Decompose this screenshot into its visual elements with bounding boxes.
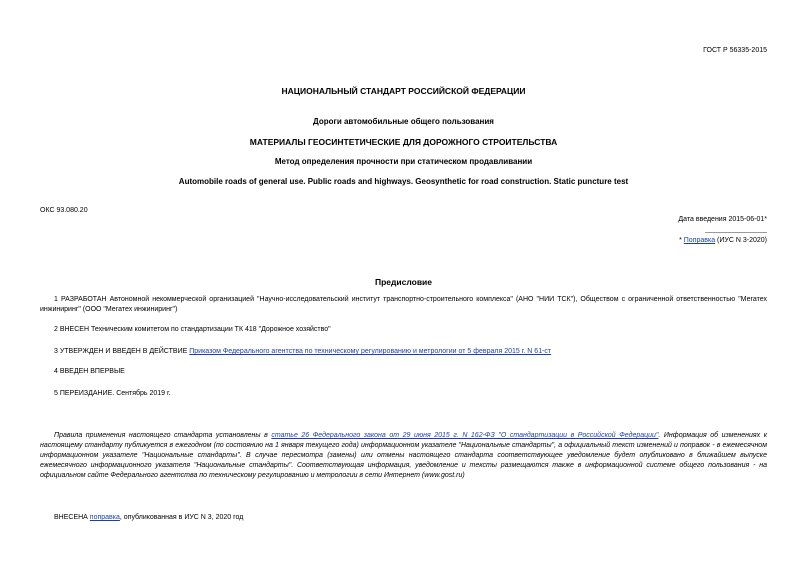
- effective-date: Дата введения 2015-06-01*: [678, 216, 767, 223]
- foreword-heading: Предисловие: [374, 277, 433, 287]
- foreword-item-reissue: 5 ПЕРЕИЗДАНИЕ. Сентябрь 2019 г.: [54, 390, 171, 397]
- english-title: Automobile roads of general use. Public roads and highways. Geosynthetic for road construction. Static puncture test: [178, 177, 629, 186]
- foreword-item-first-time: 4 ВВЕДЕН ВПЕРВЫЕ: [54, 368, 125, 375]
- rules-text-start: Правила применения настоящего стандарта установлены в: [54, 432, 272, 439]
- rules-text-rest: . Информация об изменениях к настоящему стандарту публикуется в ежегодном (по состоянию на 1 января текущего года) информационном указателе "Национальные стандарты", а официальный текст изменений и поправок - в ежемесячном информационном указателе "Национальные стандарты". В случае пересмотра (замены) или отмены настоящего стандарта соответствующее уведомление будет опубликовано в ближайшем выпуске ежемесячного информационного указателя "Национальные стандарты". Соответствующая информация, уведомление и тексты размещаются также в информационной системе общего пользования - на официальном сайте Федерального агентства по техническому регулированию и метрологии в сети Интернет (www.gost.ru): [40, 432, 768, 479]
- footer-suffix: , опубликованная в ИУС N 3, 2020 год: [119, 514, 244, 521]
- amendment-source: (ИУС N 3-2020): [715, 237, 767, 244]
- document-title: МАТЕРИАЛЫ ГЕОСИНТЕТИЧЕСКИЕ ДЛЯ ДОРОЖНОГО СТРОИТЕЛЬСТВА: [249, 137, 558, 147]
- document-code: ГОСТ Р 56335-2015: [703, 47, 767, 54]
- subject-heading: Дороги автомобильные общего пользования: [313, 117, 494, 126]
- amendment-footer: [40, 513, 767, 523]
- approved-text: 3 УТВЕРЖДЕН И ВВЕДЕН В ДЕЙСТВИЕ: [54, 348, 190, 355]
- standard-type-heading: НАЦИОНАЛЬНЫЙ СТАНДАРТ РОССИЙСКОЙ ФЕДЕРАЦИИ: [281, 86, 526, 96]
- foreword-item-introduced: 2 ВНЕСЕН Техническим комитетом по стандартизации ТК 418 "Дорожное хозяйство": [54, 326, 331, 333]
- amendment-link[interactable]: Поправка: [683, 237, 716, 244]
- oks-code: ОКС 93.080.20: [40, 207, 88, 214]
- amendment-note: [679, 237, 767, 244]
- federal-law-link[interactable]: статье 26 Федерального закона от 29 июня 2015 г. N 162-ФЗ "О стандартизации в Российской Федерации": [271, 432, 659, 439]
- foreword-item-approved: [40, 347, 767, 357]
- order-link[interactable]: Приказом Федерального агентства по техническому регулированию и метрологии от 5 февраля 2015 г. N 61-ст: [189, 348, 552, 355]
- divider: [705, 232, 767, 233]
- amendment-star: *: [679, 237, 684, 244]
- foreword-item-developed: 1 РАЗРАБОТАН Автономной некоммерческой организацией "Научно-исследовательский институт транспортно-строительного комплекса" (АНО "НИИ ТСК"), Обществом с ограниченной ответственностью "Мегатех инжиниринг" (ООО "Мегатех инжиниринг"): [40, 296, 767, 313]
- footer-prefix: ВНЕСЕНА: [54, 514, 90, 521]
- amendment-footer-link[interactable]: поправка: [89, 514, 120, 521]
- application-rules-paragraph: [40, 431, 767, 481]
- document-subtitle: Метод определения прочности при статическом продавливании: [274, 157, 533, 166]
